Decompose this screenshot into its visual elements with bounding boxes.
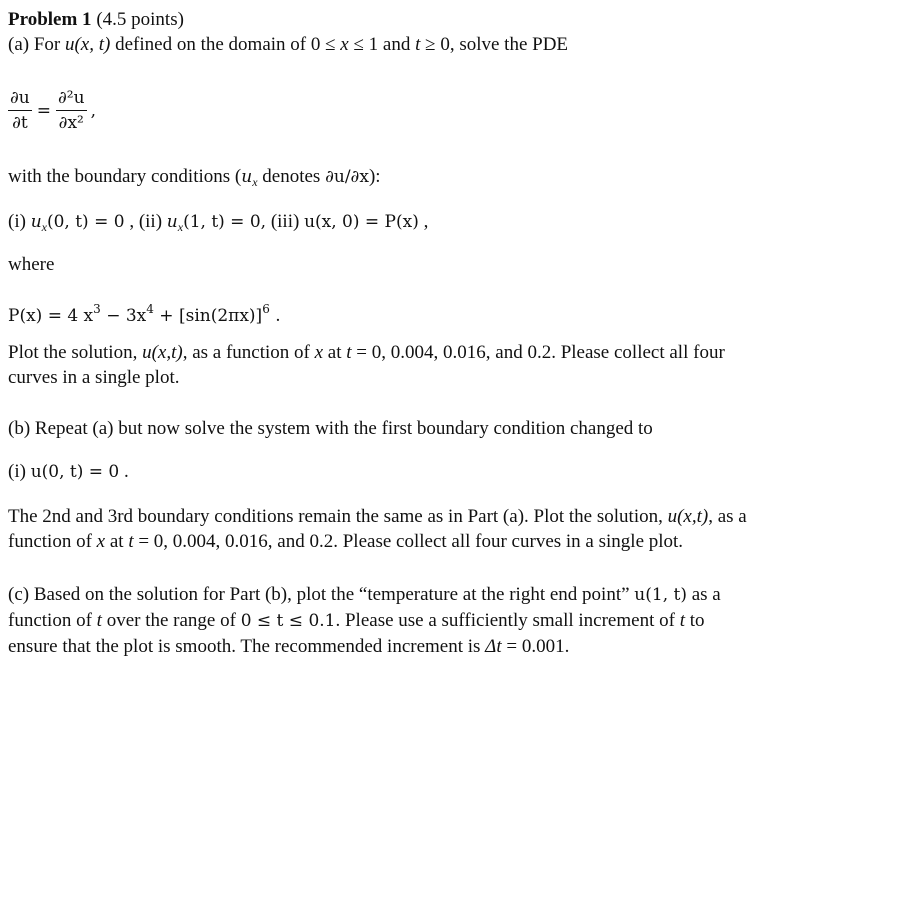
part-a-plot-line2: curves in a single plot.	[8, 367, 180, 388]
var-u: u	[30, 212, 42, 232]
bc-label: (ii)	[138, 211, 167, 232]
text-run: = 0, 0.004, 0.016, and 0.2. Please collect all four	[351, 342, 725, 363]
u-right-end: u(1, t)	[634, 585, 687, 605]
part-c-line2	[8, 609, 705, 633]
var-t: t	[679, 610, 685, 631]
separator: ,	[418, 211, 429, 232]
var-u: u(x, t)	[64, 34, 111, 55]
var-x: x	[314, 342, 324, 363]
text-run: − 3x	[100, 306, 147, 326]
exponent: 6	[262, 302, 270, 316]
text-run: denotes	[257, 166, 326, 187]
part-a-plot-line1	[8, 341, 725, 365]
lhs-fraction	[8, 86, 32, 135]
part-c-line3	[8, 635, 569, 659]
rhs-fraction	[56, 86, 87, 135]
problem-points: (4.5 points)	[91, 9, 184, 30]
text-run: function of	[8, 531, 97, 552]
text-run: at	[105, 531, 129, 552]
rhs-denominator: ∂x²	[58, 113, 84, 133]
var-u: u	[241, 167, 253, 187]
var-t: t	[96, 610, 102, 631]
text-run: function of	[8, 610, 97, 631]
text-run: at	[323, 342, 347, 363]
text-run: with the boundary conditions (	[8, 166, 242, 187]
text-run: .	[269, 306, 281, 326]
text-run: ≤ 1 and	[348, 34, 416, 55]
t-range: 0 ≤ t ≤ 0.1	[240, 611, 336, 631]
text-run: = 0.001.	[501, 636, 570, 657]
separator: ,	[124, 211, 139, 232]
lhs-numerator: ∂u	[8, 86, 32, 111]
part-a-intro	[8, 33, 568, 57]
text-run: .	[119, 461, 129, 482]
part-c-line1	[8, 583, 721, 607]
subscript-x: x	[177, 220, 184, 234]
text-run: defined on the domain of 0 ≤	[110, 34, 341, 55]
bc-intro	[8, 165, 381, 194]
bc-label: (i)	[8, 211, 31, 232]
text-run: = 0, 0.004, 0.016, and 0.2. Please collect all four curves in a single plot.	[133, 531, 684, 552]
bc1-expression: (0, t) = 0	[46, 212, 125, 232]
part-b-line4	[8, 530, 683, 554]
bc-label: (i)	[8, 461, 31, 482]
var-u: u(x,t)	[667, 506, 709, 527]
text-run: + [sin(2πx)]	[153, 306, 263, 326]
bc-label: (iii)	[270, 211, 305, 232]
text-run: as a	[686, 584, 721, 605]
problem-heading	[8, 8, 184, 32]
where-word: where	[8, 254, 55, 275]
text-run: (c) Based on the solution for Part (b), plot the “temperature at the right end point”	[8, 584, 635, 605]
text-run: to	[684, 610, 705, 631]
bc3-expression: u(x, 0) = P(x)	[304, 212, 419, 232]
text-run: . Please use a sufficiently small increment of	[335, 610, 680, 631]
var-x: x	[96, 531, 106, 552]
text-run: Plot the solution,	[8, 342, 143, 363]
part-b-line1: (b) Repeat (a) but now solve the system with the first boundary condition changed to	[8, 418, 653, 439]
text-run: ):	[368, 166, 381, 187]
bc-expression: u(0, t) = 0	[30, 462, 120, 482]
derivative-notation: ∂u/∂x	[325, 167, 369, 187]
var-u: u	[166, 212, 178, 232]
text-run: , as a function of	[182, 342, 315, 363]
var-x: x	[340, 34, 349, 55]
part-b-line3	[8, 505, 747, 529]
text-run: (a) For	[8, 34, 65, 55]
pde-equation	[8, 86, 96, 146]
boundary-conditions	[8, 210, 428, 239]
var-t: t	[128, 531, 134, 552]
subscript-x: x	[252, 175, 258, 189]
var-t: t	[415, 34, 421, 55]
exponent: 4	[146, 302, 154, 316]
text-run: , as a	[708, 506, 747, 527]
delta-t: Δt	[485, 636, 502, 657]
text-run: over the range of	[101, 610, 241, 631]
var-t: t	[346, 342, 352, 363]
text-run: The 2nd and 3rd boundary conditions remain the same as in Part (a). Plot the solution,	[8, 506, 668, 527]
lhs-denominator: ∂t	[12, 113, 28, 133]
rhs-numerator: ∂²u	[56, 86, 87, 111]
text-run: ensure that the plot is smooth. The recommended increment is	[8, 636, 486, 657]
pde-comma: ,	[90, 100, 96, 121]
text-run: P(x) = 4 x	[8, 306, 94, 326]
problem-title: Problem 1	[8, 9, 92, 30]
p-definition	[8, 297, 281, 328]
bc2-expression: (1, t) = 0,	[183, 212, 267, 232]
exponent: 3	[93, 302, 101, 316]
var-u: u(x,t)	[142, 342, 183, 363]
subscript-x: x	[41, 220, 47, 234]
text-run: ≥ 0, solve the PDE	[420, 34, 569, 55]
equals-sign: =	[36, 100, 51, 121]
part-b-bc	[8, 460, 129, 484]
